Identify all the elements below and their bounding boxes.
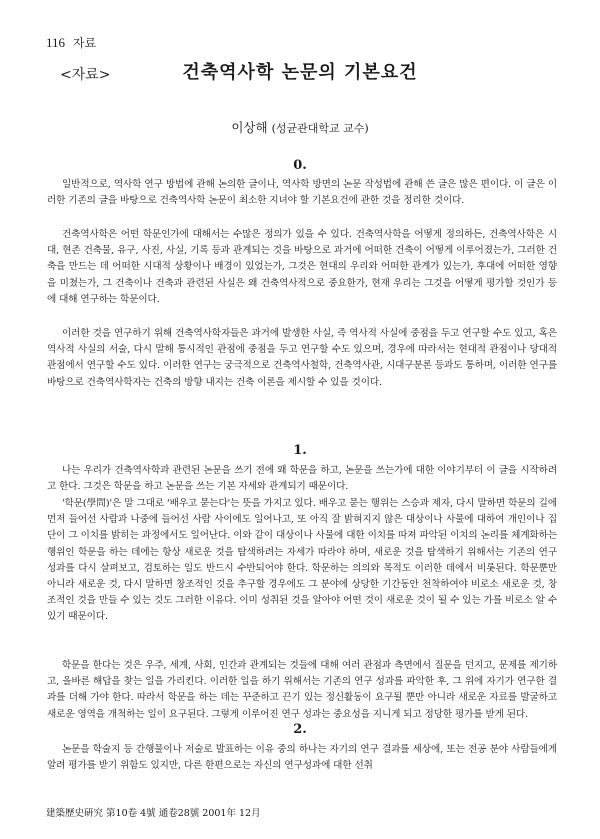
section-heading: 1.: [293, 443, 307, 458]
body-paragraph: 학문을 한다는 것은 우주, 세계, 사회, 인간과 관계되는 것들에 대해 여러 관점과 측면에서 질문을 던지고, 문제를 제기하고, 올바른 해답을 찾는 일을 가리킨다. 이러한 일을 하기 위해서는 기존의 연구 성과를 파악한 후, 그 위에 자기가 연구한 결과를 더해 가야 한다. 따라서 학문을 하는 데는 꾸준하고 끈기 있는 정신활동이 요구될 뿐만 아니라 새로운 자료를 발굴하고 새로운 영역을 개척하는 일이 요구된다. 그렇게 이루어진 연구 성과는 중요성을 지니게 되고 정당한 평가를 받게 된다.: [47, 660, 557, 720]
body-paragraph: 일반적으로, 역사학 연구 방법에 관해 논의한 글이나, 역사학 방면의 논문 작성법에 관해 쓴 글은 많은 편이다. 이 글은 이러한 기존의 글을 바탕으로 건축역사학 논문이 최소한 지녀야 할 기본요건에 관한 것을 정리한 것이다.: [47, 179, 557, 207]
body-paragraph: 이러한 것을 연구하기 위해 건축역사학자들은 과거에 발생한 사실, 즉 역사적 사실에 중점을 두고 연구할 수도 있고, 혹은 역사적 사실의 서술, 다시 말해 통시적인 관점에 중점을 두고 연구할 수도 있으며, 경우에 따라서는 현대적 관점이나 당대적 관점에서 연구할 수도 있다. 이러한 연구는 궁극적으로 건축역사철학, 건축역사관, 시대구분론 등과도 통하며, 이러한 연구를 바탕으로 건축역사학자는 건축의 방향 내지는 건축 이론을 제시할 수 있을 것이다.: [47, 328, 557, 388]
article-type-tag: <자료>: [60, 67, 111, 83]
body-paragraph: '학문(學問)'은 말 그대로 '배우고 묻는다'는 뜻을 가지고 있다. 배우고 묻는 행위는 스승과 제자, 다시 말하면 학문의 길에 먼저 들어선 사람과 나중에 들어선 사람 사이에도 일어나고, 또 아직 잘 밝혀지지 않은 대상이나 사물에 대하여 개인이나 집단이 그 이치를 밝히는 과정에서도 일어난다. 이와 같이 대상이나 사물에 대한 이치를 따져 파악된 이치의 논리를 체계화하는 행위인 학문을 하는 데에는 항상 새로운 것을 탐색하려는 자세가 따라야 하며, 새로운 것을 탐색하기 위해서는 기존의 연구 성과를 다시 살펴보고, 검토하는 일도 반드시 수반되어야 한다. 학문하는 의의와 목적도 이러한 데에서 비롯된다. 학문뿐만 아니라 새로운 것, 다시 말하면 창조적인 것을 추구할 경우에도 그 분야에 상당한 기간동안 천착하여야 비로소 새로운 것, 창조적인 것을 만들 수 있는 것도 그러한 이유다. 이미 성취된 것을 알아야 어떤 것이 새로운 것이 될 수 있는 가를 비로소 알 수 있기 때문이다.: [47, 498, 557, 623]
section-heading: 2.: [293, 722, 307, 737]
section-heading: 0.: [293, 158, 307, 173]
article-title: 건축역사학 논문의 기본요건: [182, 62, 418, 83]
author-affiliation: (성균관대학교 교수): [271, 122, 369, 135]
body-paragraph: 나는 우리가 건축역사학과 관련된 논문을 쓰기 전에 왜 학문을 하고, 논문을 쓰는가에 대한 이야기부터 이 글을 시작하려고 한다. 그것은 학문을 하고 논문을 쓰는 기본 자세와 관계되기 때문이다.: [47, 465, 557, 493]
journal-footer: 建築歷史硏究 第10卷 4號 通卷28號 2001年 12月: [46, 808, 261, 819]
author-name: 이상해: [231, 120, 268, 135]
page-number: 116: [46, 35, 66, 50]
section-label: 자료: [72, 36, 97, 50]
body-paragraph: 건축역사학은 어떤 학문인가에 대해서는 수많은 정의가 있을 수 있다. 건축역사학을 어떻게 정의하든, 건축역사학은 시대, 현존 건축물, 유구, 사진, 사실, 기록 등과 관계되는 것을 바탕으로 과거에 어떠한 건축이 어떻게 이루어졌는가, 그러한 건축을 만드는 데 어떠한 시대적 상황이나 배경이 있었는가, 그것은 현대의 우리와 어떠한 관계가 있는가, 후대에 어떠한 영향을 미쳤는가, 그 건축이나 건축과 관련된 사실은 왜 건축역사적으로 중요한가, 현재 우리는 그것을 어떻게 평가할 것인가 등에 대해 연구하는 학문이다.: [47, 229, 557, 305]
body-paragraph: 논문을 학술지 등 간행물이나 저술로 발표하는 이유 중의 하나는 자기의 연구 결과를 세상에, 또는 전공 분야 사람들에게 알려 평가를 받기 위함도 있지만, 다른 한편으로는 자신의 연구성과에 대한 선취: [47, 744, 557, 772]
author-line: [0, 118, 600, 136]
running-header: [46, 34, 96, 51]
